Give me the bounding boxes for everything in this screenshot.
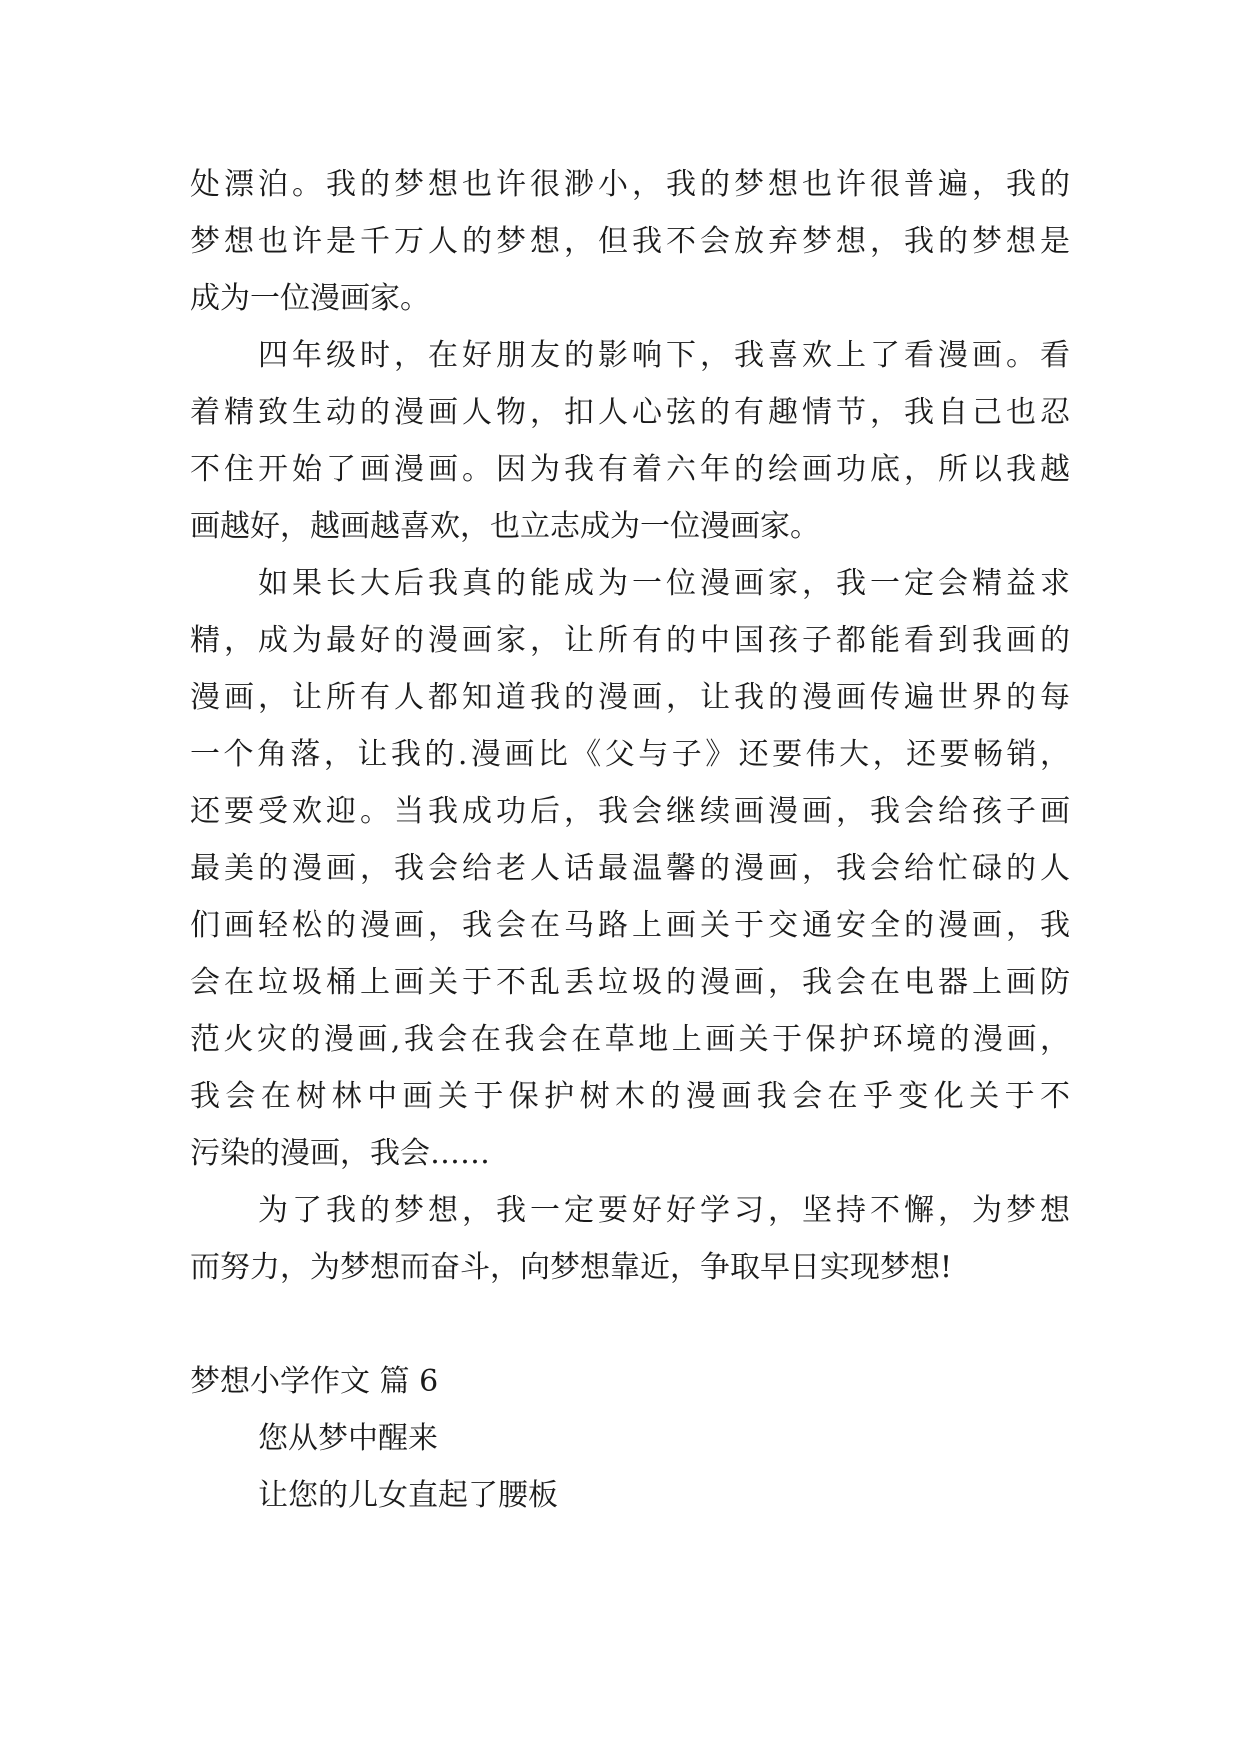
section-heading: 梦想小学作文 篇 6	[190, 1364, 439, 1399]
paragraph-3-line-10: 我会在树林中画关于保护树木的漫画我会在乎变化关于不	[190, 1079, 1070, 1114]
paragraph-3-line-5: 还要受欢迎。当我成功后，我会继续画漫画，我会给孩子画	[190, 794, 1070, 829]
paragraph-3-line-11: 污染的漫画，我会……	[190, 1136, 490, 1171]
poem-line-2: 让您的儿女直起了腰板	[258, 1478, 558, 1513]
paragraph-4-line-1: 为了我的梦想，我一定要好好学习，坚持不懈，为梦想	[258, 1193, 1070, 1228]
paragraph-1-line-3: 成为一位漫画家。	[190, 281, 430, 316]
paragraph-3-line-9: 范火灾的漫画,我会在我会在草地上画关于保护环境的漫画，	[190, 1022, 1070, 1057]
paragraph-1-line-2: 梦想也许是千万人的梦想，但我不会放弃梦想，我的梦想是	[190, 224, 1070, 259]
paragraph-2-line-4: 画越好，越画越喜欢，也立志成为一位漫画家。	[190, 509, 820, 544]
paragraph-1-line-1: 处漂泊。我的梦想也许很渺小，我的梦想也许很普遍，我的	[190, 167, 1070, 202]
paragraph-2-line-1: 四年级时，在好朋友的影响下，我喜欢上了看漫画。看	[258, 338, 1070, 373]
paragraph-2-line-3: 不住开始了画漫画。因为我有着六年的绘画功底，所以我越	[190, 452, 1070, 487]
paragraph-3-line-1: 如果长大后我真的能成为一位漫画家，我一定会精益求	[258, 566, 1070, 601]
paragraph-3-line-2: 精，成为最好的漫画家，让所有的中国孩子都能看到我画的	[190, 623, 1070, 658]
paragraph-3-line-6: 最美的漫画，我会给老人话最温馨的漫画，我会给忙碌的人	[190, 851, 1070, 886]
paragraph-2-line-2: 着精致生动的漫画人物，扣人心弦的有趣情节，我自己也忍	[190, 395, 1070, 430]
paragraph-3-line-3: 漫画，让所有人都知道我的漫画，让我的漫画传遍世界的每	[190, 680, 1070, 715]
paragraph-3-line-8: 会在垃圾桶上画关于不乱丢垃圾的漫画，我会在电器上画防	[190, 965, 1070, 1000]
paragraph-3-line-4: 一个角落，让我的.漫画比《父与子》还要伟大，还要畅销，	[190, 737, 1070, 772]
paragraph-3-line-7: 们画轻松的漫画，我会在马路上画关于交通安全的漫画，我	[190, 908, 1070, 943]
paragraph-4-line-2: 而努力，为梦想而奋斗，向梦想靠近，争取早日实现梦想!	[190, 1250, 953, 1285]
poem-line-1: 您从梦中醒来	[258, 1421, 438, 1456]
